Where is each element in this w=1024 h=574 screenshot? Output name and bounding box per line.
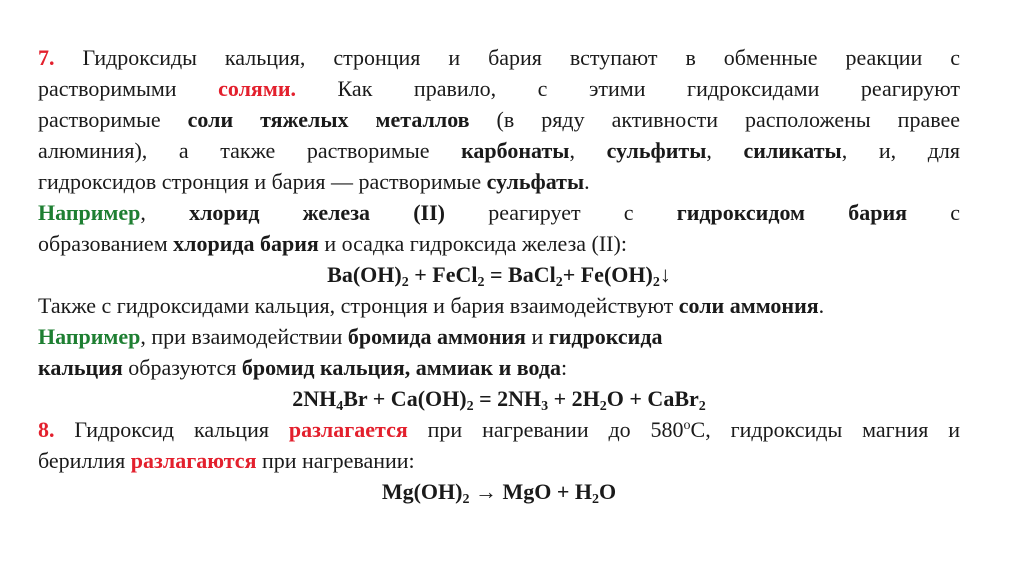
bold-term: кальция bbox=[38, 355, 123, 380]
bold-term: гидроксида bbox=[548, 324, 663, 349]
text-run: и bbox=[525, 324, 549, 349]
section7-line-1 bbox=[38, 42, 960, 73]
section7-line-2 bbox=[38, 73, 960, 104]
subscript: 2 bbox=[401, 275, 409, 290]
text-run: Также с гидроксидами кальция, стронция и бария взаимодействуют bbox=[38, 293, 679, 318]
text-run: Гидроксид кальция bbox=[54, 417, 289, 442]
text-run: = 2NH bbox=[473, 386, 542, 411]
ammonium-line-3 bbox=[38, 352, 960, 383]
superscript: o bbox=[683, 418, 691, 433]
text-run: реагирует с bbox=[445, 200, 677, 225]
bold-term: хлорид железа (II) bbox=[189, 200, 446, 225]
text-run: . bbox=[818, 293, 825, 318]
highlight-green: Например bbox=[38, 324, 141, 349]
equation-barium-hydroxide bbox=[38, 259, 960, 290]
bold-term: гидроксидом бария bbox=[676, 200, 908, 225]
text-run: + Fe(OH) bbox=[562, 262, 653, 287]
text-run: и осадка гидроксида железа (II): bbox=[318, 231, 627, 256]
section7-line-4 bbox=[38, 135, 960, 166]
text-run: гидроксидов стронция и бария — растворимые bbox=[38, 169, 487, 194]
ammonium-line-2 bbox=[38, 321, 960, 352]
subscript: 2 bbox=[555, 275, 563, 290]
text-run: , и, для bbox=[841, 138, 960, 163]
text-run: ↓ bbox=[659, 262, 671, 287]
text-run: (в ряду активности расположены правее bbox=[469, 107, 961, 132]
highlight-green: Например bbox=[38, 200, 141, 225]
highlight-red: 8. bbox=[38, 417, 55, 442]
text-run: → MgO + H bbox=[469, 479, 593, 504]
text-run: растворимыми bbox=[38, 76, 219, 101]
highlight-red: солями. bbox=[218, 76, 296, 101]
text-run: образуются bbox=[122, 355, 242, 380]
highlight-red: разлагаются bbox=[130, 448, 257, 473]
text-run: алюминия), а также растворимые bbox=[38, 138, 462, 163]
highlight-red: разлагается bbox=[288, 417, 408, 442]
section7-line-1-text bbox=[82, 45, 960, 70]
bold-term: карбонаты bbox=[461, 138, 570, 163]
section7-line-3 bbox=[38, 104, 960, 135]
subscript: 3 bbox=[541, 399, 549, 414]
subscript: 2 bbox=[592, 492, 600, 507]
text-run: O bbox=[599, 479, 617, 504]
subscript: 2 bbox=[477, 275, 485, 290]
section8-line-2 bbox=[38, 445, 960, 476]
text-run: Mg(OH) bbox=[381, 479, 463, 504]
example1-line-1 bbox=[38, 197, 960, 228]
text-run: при нагревании до 580 bbox=[407, 417, 684, 442]
equation-magnesium-hydroxide bbox=[38, 476, 960, 507]
subscript: 4 bbox=[336, 399, 344, 414]
text-run: O + CaBr bbox=[606, 386, 699, 411]
text-run: Гидроксиды кальция, стронция и бария вступают в обменные реакции с bbox=[82, 45, 960, 70]
ammonium-line-1 bbox=[38, 290, 960, 321]
text-run: , bbox=[569, 138, 607, 163]
text-run: . bbox=[584, 169, 590, 194]
bold-term: соли тяжелых металлов bbox=[187, 107, 470, 132]
bold-term: силикаты bbox=[743, 138, 842, 163]
example1-line-2 bbox=[38, 228, 960, 259]
bold-term: бромида аммония bbox=[347, 324, 526, 349]
section7-number: 7. bbox=[38, 45, 55, 70]
section7-line-5 bbox=[38, 166, 960, 197]
text-run: Br + Ca(OH) bbox=[343, 386, 467, 411]
slide-text bbox=[38, 42, 960, 507]
subscript: 2 bbox=[698, 399, 706, 414]
text-run: бериллия bbox=[38, 448, 131, 473]
section8-line-1 bbox=[38, 414, 960, 445]
text-run: + FeCl bbox=[408, 262, 478, 287]
subscript: 2 bbox=[652, 275, 660, 290]
text-run: Ba(OH) bbox=[327, 262, 402, 287]
text-run: C, гидроксиды магния и bbox=[690, 417, 960, 442]
bold-term: хлорида бария bbox=[173, 231, 319, 256]
text-run: при нагревании: bbox=[256, 448, 415, 473]
text-run: + 2H bbox=[548, 386, 600, 411]
text-run: : bbox=[561, 355, 568, 380]
subscript: 2 bbox=[466, 399, 474, 414]
equation-ammonium-bromide bbox=[38, 383, 960, 414]
text-run: = BaCl bbox=[484, 262, 556, 287]
text-run: 2NH bbox=[292, 386, 337, 411]
text-run: Как правило, с этими гидроксидами реагируют bbox=[296, 76, 960, 101]
bold-term: соли аммония bbox=[678, 293, 819, 318]
text-run: образованием bbox=[38, 231, 174, 256]
subscript: 2 bbox=[599, 399, 607, 414]
text-run: , bbox=[706, 138, 744, 163]
bold-term: сульфаты bbox=[486, 169, 585, 194]
bold-term: сульфиты bbox=[606, 138, 707, 163]
bold-term: бромид кальция, аммиак и вода bbox=[241, 355, 561, 380]
subscript: 2 bbox=[462, 492, 470, 507]
text-run: растворимые bbox=[38, 107, 188, 132]
text-run: , bbox=[140, 200, 190, 225]
text-run: с bbox=[907, 200, 960, 225]
text-run: , при взаимодействии bbox=[140, 324, 348, 349]
